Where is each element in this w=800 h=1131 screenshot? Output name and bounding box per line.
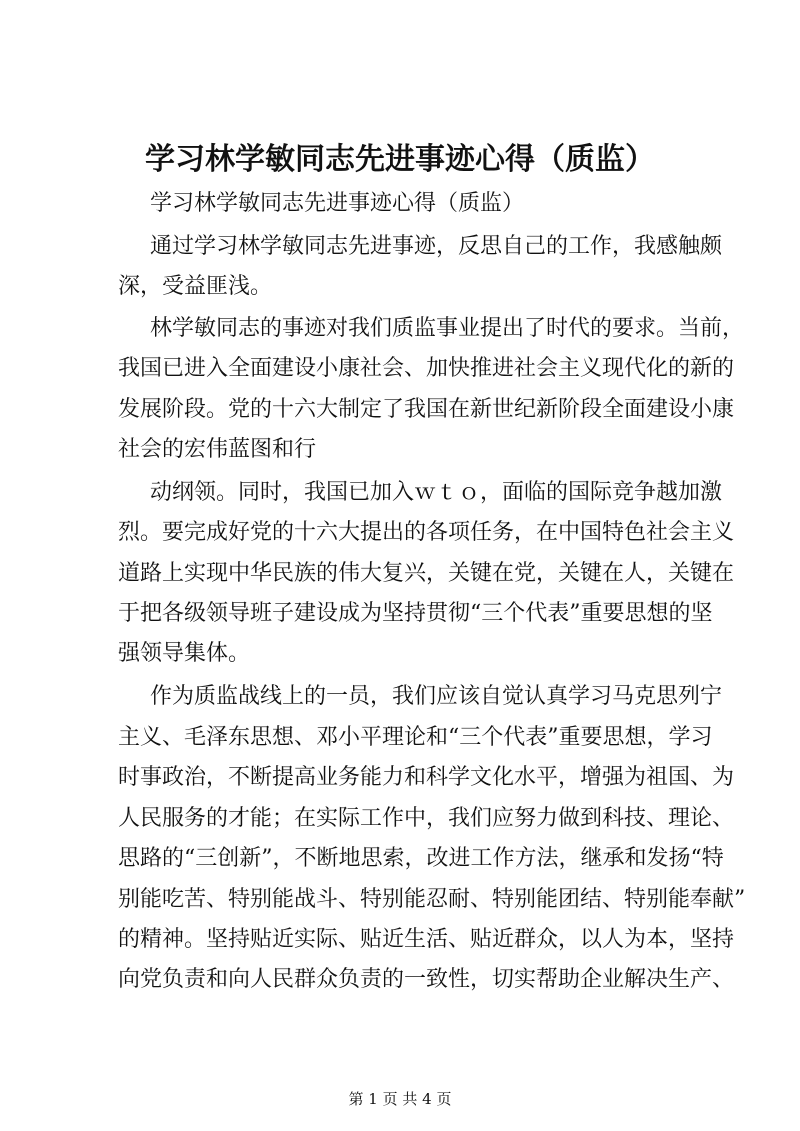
paragraph-2-line-3: 发展阶段。党的十六大制定了我国在新世纪新阶段全面建设小康 — [118, 397, 735, 422]
paragraph-4-line-6: 别能吃苦、特别能战斗、特别能忍耐、特别能团结、特别能奉献” — [118, 887, 746, 912]
paragraph-4-line-3: 时事政治，不断提高业务能力和科学文化水平，增强为祖国、为 — [118, 765, 735, 790]
paragraph-4-line-4: 人民服务的才能；在实际工作中，我们应努力做到科技、理论、 — [118, 806, 735, 831]
paragraph-4-line-8: 向党负责和向人民群众负责的一致性，切实帮助企业解决生产、 — [118, 967, 735, 992]
paragraph-4-line-5: 思路的“三创新”，不断地思索，改进工作方法，继承和发扬“特 — [118, 846, 724, 871]
document-title: 学习林学敏同志先进事迹心得（质监） — [145, 142, 655, 177]
paragraph-4-line-2: 主义、毛泽东思想、邓小平理论和“三个代表”重要思想，学习 — [118, 725, 713, 750]
paragraph-3-line-4: 于把各级领导班子建设成为坚持贯彻“三个代表”重要思想的坚 — [118, 601, 713, 626]
paragraph-4-line-1: 作为质监战线上的一员，我们应该自觉认真学习马克思列宁 — [150, 684, 723, 709]
paragraph-1-line-1: 通过学习林学敏同志先进事迹，反思自己的工作，我感触颇 — [150, 234, 723, 259]
paragraph-3-line-2: 烈。要完成好党的十六大提出的各项任务，在中国特色社会主义 — [118, 520, 735, 545]
paragraph-2-line-4: 社会的宏伟蓝图和行 — [118, 437, 317, 462]
page-footer: 第 1 页 共 4 页 — [348, 1090, 452, 1108]
paragraph-2-line-2: 我国已进入全面建设小康社会、加快推进社会主义现代化的新的 — [118, 356, 735, 381]
paragraph-3-line-3: 道路上实现中华民族的伟大复兴，关键在党，关键在人，关键在 — [118, 561, 735, 586]
paragraph-4-line-7: 的精神。坚持贴近实际、贴近生活、贴近群众，以人为本，坚持 — [118, 927, 735, 952]
paragraph-2-line-1: 林学敏同志的事迹对我们质监事业提出了时代的要求。当前， — [150, 316, 745, 341]
paragraph-1-line-2: 深，受益匪浅。 — [118, 274, 273, 299]
paragraph-3-line-1: 动纲领。同时，我国已加入ｗｔｏ，面临的国际竞争越加激 — [150, 480, 723, 505]
subtitle-line: 学习林学敏同志先进事迹心得（质监） — [150, 191, 525, 216]
paragraph-3-line-5: 强领导集体。 — [118, 641, 251, 666]
